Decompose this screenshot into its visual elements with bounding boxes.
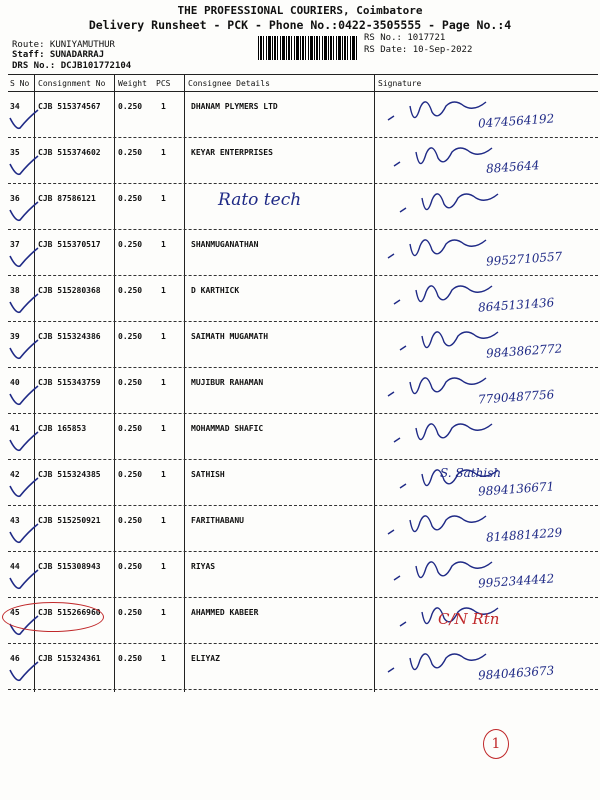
- row-weight: 0.250: [118, 194, 143, 203]
- row-consignment: CJB 515370517: [38, 240, 101, 249]
- row-weight: 0.250: [118, 332, 143, 341]
- row-consignee: D KARTHICK: [191, 286, 240, 295]
- row-consignment: CJB 87586121: [38, 194, 96, 203]
- table-row: [8, 276, 598, 322]
- row-sno: 36: [10, 194, 20, 203]
- row-pcs: 1: [161, 654, 166, 663]
- row-consignee: DHANAM PLYMERS LTD: [191, 102, 278, 111]
- row-consignment: CJB 515324361: [38, 654, 101, 663]
- row-consignment: CJB 515374567: [38, 102, 101, 111]
- row-consignment: CJB 515324385: [38, 470, 101, 479]
- col-header-sno: S No: [10, 79, 30, 88]
- row-weight: 0.250: [118, 516, 143, 525]
- signature-phone: 9952344442: [477, 571, 555, 591]
- row-sno: 45: [10, 608, 20, 617]
- table-row: [8, 92, 598, 138]
- signature-phone: 9952710557: [485, 249, 563, 269]
- row-sno: 39: [10, 332, 20, 341]
- row-consignment: CJB 515308943: [38, 562, 101, 571]
- drs-number: DRS No.: DCJB101772104: [12, 61, 132, 71]
- row-consignment: CJB 515343759: [38, 378, 101, 387]
- signature-phone: 8845644: [485, 158, 540, 176]
- signature-phone: 9894136671: [477, 479, 555, 499]
- row-consignment: CJB 515266960: [38, 608, 101, 617]
- row-pcs: 1: [161, 562, 166, 571]
- row-sno: 38: [10, 286, 20, 295]
- row-pcs: 1: [161, 102, 166, 111]
- row-sno: 35: [10, 148, 20, 157]
- table-top-rule: [8, 74, 598, 75]
- table-row: [8, 322, 598, 368]
- runsheet-table: [8, 74, 598, 692]
- row-pcs: 1: [161, 516, 166, 525]
- row-pcs: 1: [161, 194, 166, 203]
- signature-phone: 7790487756: [477, 387, 555, 407]
- row-sno: 34: [10, 102, 20, 111]
- signature-phone: 9840463673: [477, 663, 555, 683]
- row-consignment: CJB 515280368: [38, 286, 101, 295]
- return-remark: C/N Rtn: [438, 610, 500, 628]
- row-consignee: SATHISH: [191, 470, 225, 479]
- row-consignee: KEYAR ENTERPRISES: [191, 148, 273, 157]
- row-pcs: 1: [161, 240, 166, 249]
- col-header-signature: Signature: [378, 79, 422, 88]
- row-consignee: RIYAS: [191, 562, 216, 571]
- row-weight: 0.250: [118, 608, 143, 617]
- signature-phone: 9843862772: [485, 341, 563, 361]
- row-consignee: MOHAMMAD SHAFIC: [191, 424, 264, 433]
- row-weight: 0.250: [118, 562, 143, 571]
- row-sno: 46: [10, 654, 20, 663]
- table-row: [8, 368, 598, 414]
- row-pcs: 1: [161, 286, 166, 295]
- row-pcs: 1: [161, 470, 166, 479]
- runsheet-title: THE PROFESSIONAL COURIERS, Coimbatore: [177, 4, 423, 17]
- runsheet-subtitle: Delivery Runsheet - PCK - Phone No.:0422-3505555 - Page No.:4: [88, 18, 512, 32]
- rs-number: RS No.: 1017721: [364, 33, 446, 43]
- row-pcs: 1: [161, 424, 166, 433]
- row-consignee: FARITHABANU: [191, 516, 244, 525]
- row-weight: 0.250: [118, 424, 143, 433]
- row-consignee: MUJIBUR RAHAMAN: [191, 378, 264, 387]
- row-consignment: CJB 515374602: [38, 148, 101, 157]
- row-sno: 40: [10, 378, 20, 387]
- row-weight: 0.250: [118, 378, 143, 387]
- handwritten-note: Rato tech: [218, 190, 302, 210]
- table-row: [8, 230, 598, 276]
- col-header-pcs: PCS: [156, 79, 171, 88]
- signature-scribble: [8, 414, 598, 460]
- table-row: [8, 552, 598, 598]
- row-consignment: CJB 515250921: [38, 516, 101, 525]
- row-pcs: 1: [161, 378, 166, 387]
- row-weight: 0.250: [118, 286, 143, 295]
- table-row: [8, 506, 598, 552]
- route-label: Route: KUNIYAMUTHUR: [12, 40, 115, 50]
- barcode: [258, 36, 358, 60]
- col-header-consignee: Consignee Details: [188, 79, 270, 88]
- row-consignee: AHAMMED KABEER: [191, 608, 259, 617]
- signature-scribble: [8, 184, 598, 230]
- row-weight: 0.250: [118, 470, 143, 479]
- red-circle-mark: [2, 602, 104, 632]
- signature-phone: 0474564192: [477, 111, 555, 131]
- row-consignee: SHANMUGANATHAN: [191, 240, 259, 249]
- row-consignment: CJB 165853: [38, 424, 87, 433]
- row-pcs: 1: [161, 608, 166, 617]
- row-consignee: ELIYAZ: [191, 654, 220, 663]
- signature-name: S. Sathish: [440, 466, 502, 480]
- table-row: [8, 184, 598, 230]
- page-mark-circle: 1: [483, 729, 509, 759]
- row-consignment: CJB 515324386: [38, 332, 101, 341]
- row-weight: 0.250: [118, 654, 143, 663]
- row-sno: 37: [10, 240, 20, 249]
- row-divider: [8, 689, 598, 690]
- table-row: [8, 598, 598, 644]
- table-row: [8, 138, 598, 184]
- table-row: [8, 460, 598, 506]
- signature-phone: 8645131436: [477, 295, 555, 315]
- rs-date: RS Date: 10-Sep-2022: [364, 45, 473, 55]
- row-sno: 42: [10, 470, 20, 479]
- col-header-consignment: Consignment No: [38, 79, 106, 88]
- table-row: [8, 644, 598, 690]
- staff-label: Staff: SUNADARRAJ: [12, 50, 105, 60]
- signature-phone: 8148814229: [485, 525, 563, 545]
- table-row: [8, 414, 598, 460]
- col-header-weight: Weight: [118, 79, 147, 88]
- row-weight: 0.250: [118, 240, 143, 249]
- row-pcs: 1: [161, 148, 166, 157]
- row-sno: 44: [10, 562, 20, 571]
- row-sno: 41: [10, 424, 20, 433]
- row-pcs: 1: [161, 332, 166, 341]
- row-weight: 0.250: [118, 148, 143, 157]
- row-consignee: SAIMATH MUGAMATH: [191, 332, 269, 341]
- row-sno: 43: [10, 516, 20, 525]
- row-weight: 0.250: [118, 102, 143, 111]
